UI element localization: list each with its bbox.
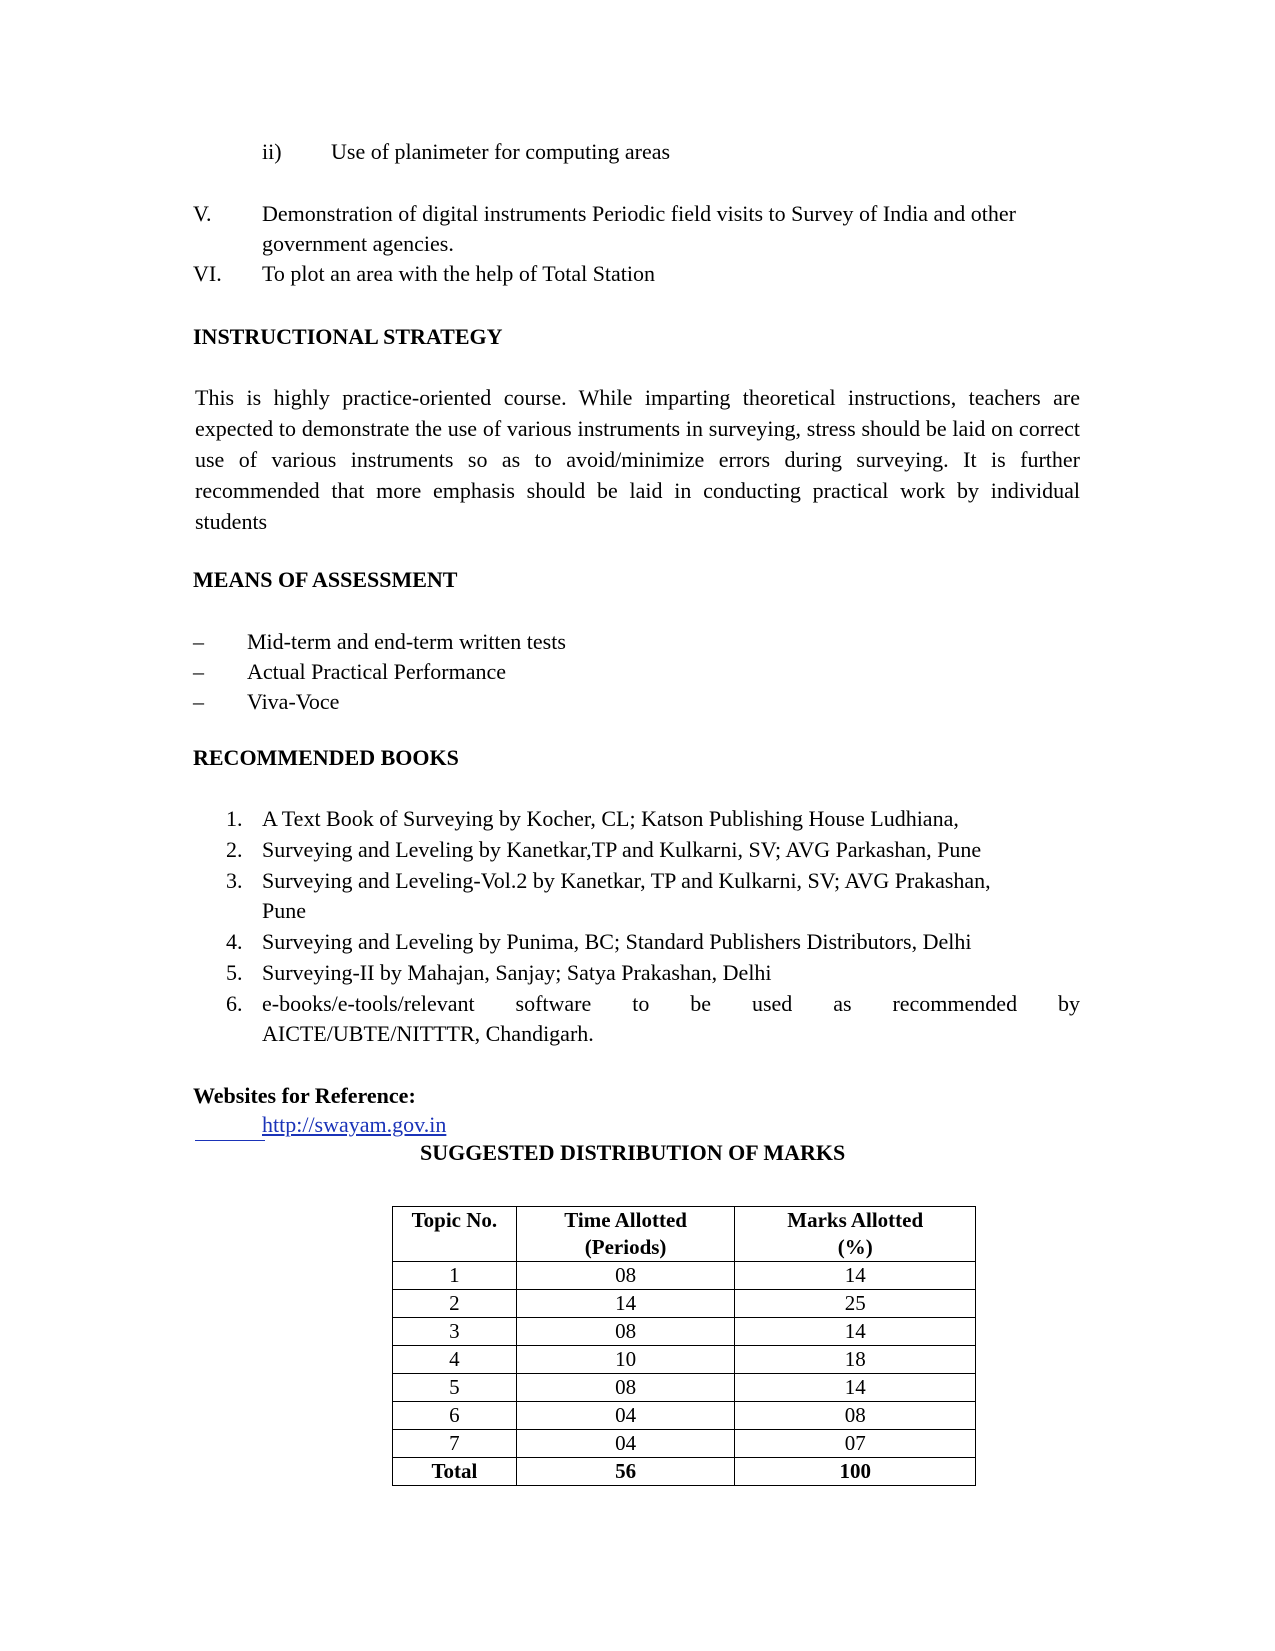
time-allotted-cell: 04 [516,1402,735,1430]
header-line: Topic No. [411,1208,498,1232]
header-line: (Periods) [584,1235,667,1259]
table-row [393,1262,976,1290]
table-row [393,1430,976,1458]
swayam-link[interactable]: http://swayam.gov.in [262,1112,447,1137]
header-line: (%) [837,1235,873,1259]
header-topic-no [393,1207,517,1262]
time-allotted-cell: 08 [516,1374,735,1402]
book-number: 1. [226,806,243,831]
table-row [393,1346,976,1374]
marks-allotted-cell: 08 [735,1402,976,1430]
book-item: Surveying and Leveling by Kanetkar,TP and Kulkarni, SV; AVG Parkashan, Pune [262,837,982,862]
marks-allotted-cell: 25 [735,1290,976,1318]
practical-item-text: Demonstration of digital instruments Periodic field visits to Survey of India and other [262,201,1016,226]
header-time-allotted [516,1207,735,1262]
time-allotted-cell: 04 [516,1430,735,1458]
books-heading: RECOMMENDED BOOKS [193,745,459,770]
topic-no-cell: 4 [393,1346,517,1374]
header-line: Time Allotted [564,1208,687,1232]
book-item-continued: AICTE/UBTE/NITTTR, Chandigarh. [262,1021,594,1046]
topic-no-cell: 2 [393,1290,517,1318]
link-underline-lead [195,1140,265,1141]
header-marks-allotted [735,1207,976,1262]
marks-table-title: SUGGESTED DISTRIBUTION OF MARKS [420,1140,846,1165]
assessment-item: Viva-Voce [247,689,340,714]
practical-item-number: V. [193,201,212,226]
table-row [393,1402,976,1430]
topic-no-cell: 7 [393,1430,517,1458]
marks-allotted-cell: 14 [735,1262,976,1290]
total-time-cell: 56 [516,1458,735,1486]
book-number: 3. [226,868,243,893]
table-header-row [393,1207,976,1262]
assessment-heading: MEANS OF ASSESSMENT [193,567,458,592]
websites-heading: Websites for Reference: [193,1083,416,1108]
marks-allotted-cell: 07 [735,1430,976,1458]
marks-allotted-cell: 14 [735,1318,976,1346]
topic-no-cell: 6 [393,1402,517,1430]
table-row [393,1374,976,1402]
bullet-dash: – [193,629,204,654]
table-row [393,1318,976,1346]
book-item: Surveying and Leveling by Punima, BC; Standard Publishers Distributors, Delhi [262,929,972,954]
topic-no-cell: 5 [393,1374,517,1402]
instructional-strategy-paragraph: This is highly practice-oriented course. While imparting theoretical instructions, teachers are expected to demonstrate the use of various instruments in surveying, stress should be laid on correct use of various instruments so as to avoid/minimize errors during surveying. It is further recommended that more emphasis should be laid in conducting practical work by individual students [195,385,1080,534]
marks-allotted-cell: 14 [735,1374,976,1402]
practical-item-number: VI. [193,261,222,286]
marks-allotted-cell: 18 [735,1346,976,1374]
book-item-continued: Pune [262,898,306,923]
assessment-item: Mid-term and end-term written tests [247,629,566,654]
book-number: 6. [226,991,243,1016]
book-item: Surveying and Leveling-Vol.2 by Kanetkar, TP and Kulkarni, SV; AVG Prakashan, [262,868,991,893]
time-allotted-cell: 14 [516,1290,735,1318]
book-number: 4. [226,929,243,954]
book-item: A Text Book of Surveying by Kocher, CL; Katson Publishing House Ludhiana, [262,806,959,831]
marks-distribution-table [392,1206,976,1486]
time-allotted-cell: 08 [516,1318,735,1346]
topic-no-cell: 3 [393,1318,517,1346]
bullet-dash: – [193,689,204,714]
total-label-cell: Total [393,1458,517,1486]
book-item: e-books/e-tools/relevant software to be used as recommended by [262,991,1080,1016]
total-marks-cell: 100 [735,1458,976,1486]
instructional-strategy-heading: INSTRUCTIONAL STRATEGY [193,324,503,349]
sub-item-text: Use of planimeter for computing areas [331,139,671,164]
time-allotted-cell: 08 [516,1262,735,1290]
book-number: 2. [226,837,243,862]
table-total-row [393,1458,976,1486]
assessment-item: Actual Practical Performance [247,659,506,684]
topic-no-cell: 1 [393,1262,517,1290]
book-number: 5. [226,960,243,985]
header-line: Marks Allotted [787,1208,924,1232]
practical-item-text-continued: government agencies. [262,231,454,256]
time-allotted-cell: 10 [516,1346,735,1374]
practical-item-text: To plot an area with the help of Total Station [262,261,656,286]
bullet-dash: – [193,659,204,684]
sub-item-number: ii) [262,139,282,164]
table-row [393,1290,976,1318]
book-item: Surveying-II by Mahajan, Sanjay; Satya Prakashan, Delhi [262,960,772,985]
